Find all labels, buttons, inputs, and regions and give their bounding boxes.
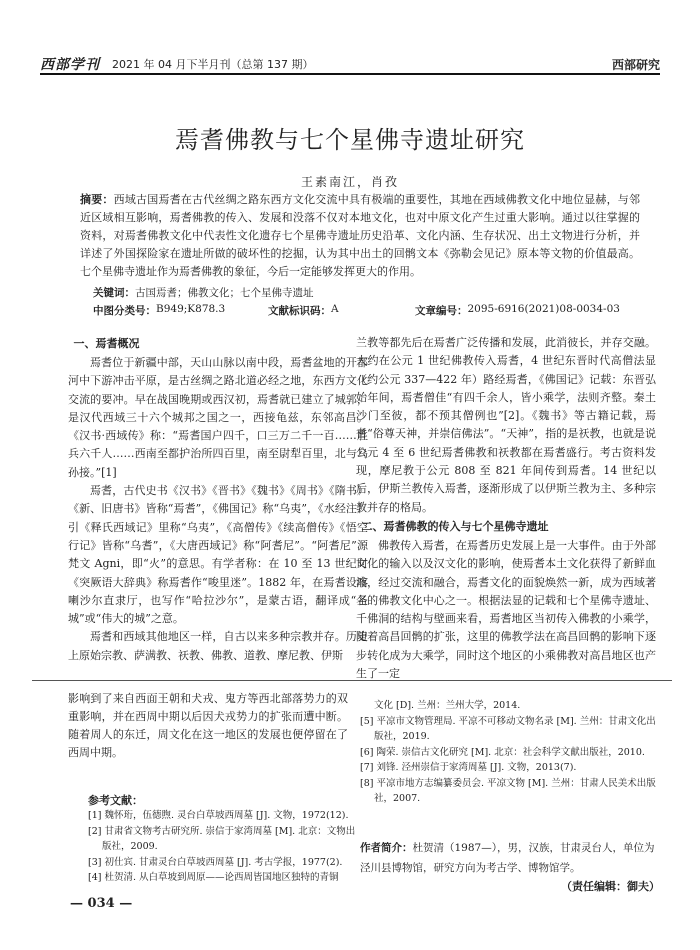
author-bio (360, 838, 660, 878)
references-right (360, 698, 660, 807)
doc-code-label: 文献标识码： (268, 305, 331, 317)
reference-item: [6] 陶荣. 崇信古文化研究 [M]. 北京：社会科学文献出版社，2010. (360, 746, 645, 758)
journal-name: 西部学刊 (40, 57, 100, 73)
keywords-label: 关键词： (93, 287, 135, 299)
abstract (80, 191, 640, 281)
right-column (356, 334, 656, 683)
article-id-label: 文章编号： (415, 305, 468, 317)
reference-item: 文化 [D]. 兰州：兰州大学，2014. (374, 700, 521, 711)
article-id-value: 2095-6916(2021)08-0034-03 (467, 303, 620, 315)
paragraph: 影响到了来自西面王朝和犬戎、鬼方等西北部落势力的双重影响，并在西周中期以后因犬戎势力的扩张而遭中断。随着周人的东迁，周文化在这一地区的发展也便停留在了西周中期。 (68, 692, 348, 759)
abstract-label: 摘要： (80, 193, 114, 206)
issue-info: 2021 年 04 月下半月刊（总第 137 期） (112, 58, 314, 71)
references-title: 参考文献： (88, 794, 143, 807)
paragraph: 焉耆和西域其他地区一样，自古以来多种宗教并存。历史上原始宗教、萨满教、祆教、佛教、道教、摩尼教、伊斯 (68, 630, 368, 662)
section-heading-2: 二、焉耆佛教的传入与七个星佛寺遗址 (361, 519, 549, 533)
paragraph: 兰教等都先后在焉耆广泛传播和发展，此消彼长，并存交融。大约在公元 1 世纪佛教传入焉耆，4 世纪东晋时代高僧法显（约公元 337—422 年）路经焉耆，《佛国记》记载：东晋弘始年间，焉耆僧佳“有四千余人，皆小乘学，法则齐整。秦土沙门至彼，都不预其僧例也”[2]。《魏书》等古籍记载，焉耆“俗尊天神，并崇信佛法”。“天神”，指的是祆教，也就是说公元 4 至 6 世纪焉耆佛教和祆教都在焉耆盛行。考古资料发现，摩尼教于公元 808 至 821 年间传到焉耆。14 世纪以后，伊斯兰教传入焉耆，逐渐形成了以伊斯兰教为主、多种宗教并存的格局。 (356, 336, 656, 514)
paragraph: 佛教传入焉耆，在焉耆历史发展上是一大事件。由于外部文化的输入以及汉文化的影响，使焉耆本土文化获得了新鲜血液，经过交流和融合，焉耆文化的面貌焕然一新，成为西域著名的佛教文化中心之一。根据法显的记载和七个星佛寺遗址、千佛洞的结构与壁画来看，焉耆地区当初传入佛教的小乘学，随着高昌回鹘的扩张，这里的佛教学法在高昌回鹘的影响下逐步转化成为大乘学，同时这个地区的小乘佛教对高昌地区也产生了一定 (356, 538, 656, 681)
keywords (93, 285, 633, 300)
article-divider (32, 680, 672, 681)
reference-item: [8] 平凉市地方志编纂委员会. 平凉文物 [M]. 兰州：甘肃人民美术出版社，2007. (360, 777, 656, 804)
paragraph: 焉耆位于新疆中部，天山山脉以南中段，焉耆盆地的开都河中下游冲击平原，是古丝绸之路北道必经之地，东西方文化交流的要冲。早在战国晚期或西汉初，焉耆就已建立了城郭，是汉代西域三十六个城邦之国之一，西接龟兹，东邻高昌。《汉书·西域传》称：“焉耆国户四千，口三万二千一百……胜兵六千人……西南至都护治所四百里，南至尉犁百里，北与乌孙接。”[1] (68, 356, 368, 479)
reference-item: [1] 魏怀珩，伍德煦. 灵台白草坡西周墓 [J]. 文物，1972(12). (88, 810, 349, 821)
previous-article-ending (68, 690, 348, 762)
left-column (68, 334, 368, 665)
clc-label: 中图分类号： (93, 305, 156, 317)
bio-text: 杜贺清（1987—），男，汉族，甘肃灵台人，单位为泾川县博物馆，研究方向为考古学、博物馆学。 (360, 842, 655, 874)
running-header (40, 52, 660, 72)
clc-value: B949;K878.3 (156, 303, 226, 315)
responsible-editor: （责任编辑：御夫） (561, 880, 660, 893)
section-heading-1: 一、焉耆概况 (73, 337, 140, 350)
bio-label: 作者简介： (360, 842, 413, 854)
reference-item: [4] 杜贺清. 从白草坡到周原——论西周皆国地区独特的青铜 (88, 872, 339, 883)
doc-code-value: A (331, 303, 339, 315)
reference-item: [3] 初仕宾. 甘肃灵台白草坡西周墓 [J]. 考古学报，1977(2). (88, 856, 343, 868)
author-line: 王素南江，肖孜 (300, 175, 399, 189)
article-title: 焉耆佛教与七个星佛寺遗址研究 (175, 126, 525, 154)
page-number: — 034 — (70, 896, 133, 911)
abstract-text: 西域古国焉耆在古代丝绸之路东西方文化交流中具有极端的重要性，其地在西域佛教文化中地位显赫，与邻近区域相互影响，焉耆佛教的传入、发展和没落不仅对本地文化，也对中原文化产生过重大影响。通过以往掌握的资料，对焉耆佛教文化中代表性文化遗存七个星佛寺遗址历史沿革、文化内涵、生存状况、出土文物进行分析，并详述了外国探险家在遗址所做的破坏性的挖掘，认为其中出土的回鹘文本《弥勒会见记》原本等文物的价值最高。七个星佛寺遗址作为焉耆佛教的象征，今后一定能够发挥更大的作用。 (80, 193, 641, 278)
reference-item: [5] 平凉市文物管理局. 平凉不可移动文物名录 [M]. 兰州：甘肃文化出版社，2019. (360, 715, 656, 742)
keywords-text: 古国焉耆；佛教文化；七个星佛寺遗址 (135, 287, 314, 299)
references-left (88, 808, 358, 886)
paragraph: 焉耆，古代史书《汉书》《晋书》《魏书》《周书》《隋书》《新、旧唐书》皆称“焉耆”，《佛国记》称“乌夷”，《水经注》引《释氏西域记》里称“乌夷”，《高僧传》《续高僧传》《悟空行记》皆称“乌耆”，《大唐西域记》称“阿耆尼”。“阿耆尼”源梵文 Agni，即“火”的意思。有学者称：在 10 至 13 世纪时《突厥语大辞典》称焉耆作“唆里迷”。1882 年，在焉耆设喀喇沙尔直隶厅，也写作“哈拉沙尔”，是蒙古语，翻译成“圣城”或“伟大的城”之意。 (68, 484, 368, 626)
header-rule (40, 73, 660, 75)
reference-item: [7] 刘锋. 泾州崇信于家湾周墓 [J]. 文物，2013(7). (360, 762, 577, 773)
reference-item: [2] 甘肃省文物考古研究所. 崇信于家湾周墓 [M]. 北京：文物出版社，2009. (88, 825, 356, 852)
section-name: 西部研究 (611, 58, 660, 72)
